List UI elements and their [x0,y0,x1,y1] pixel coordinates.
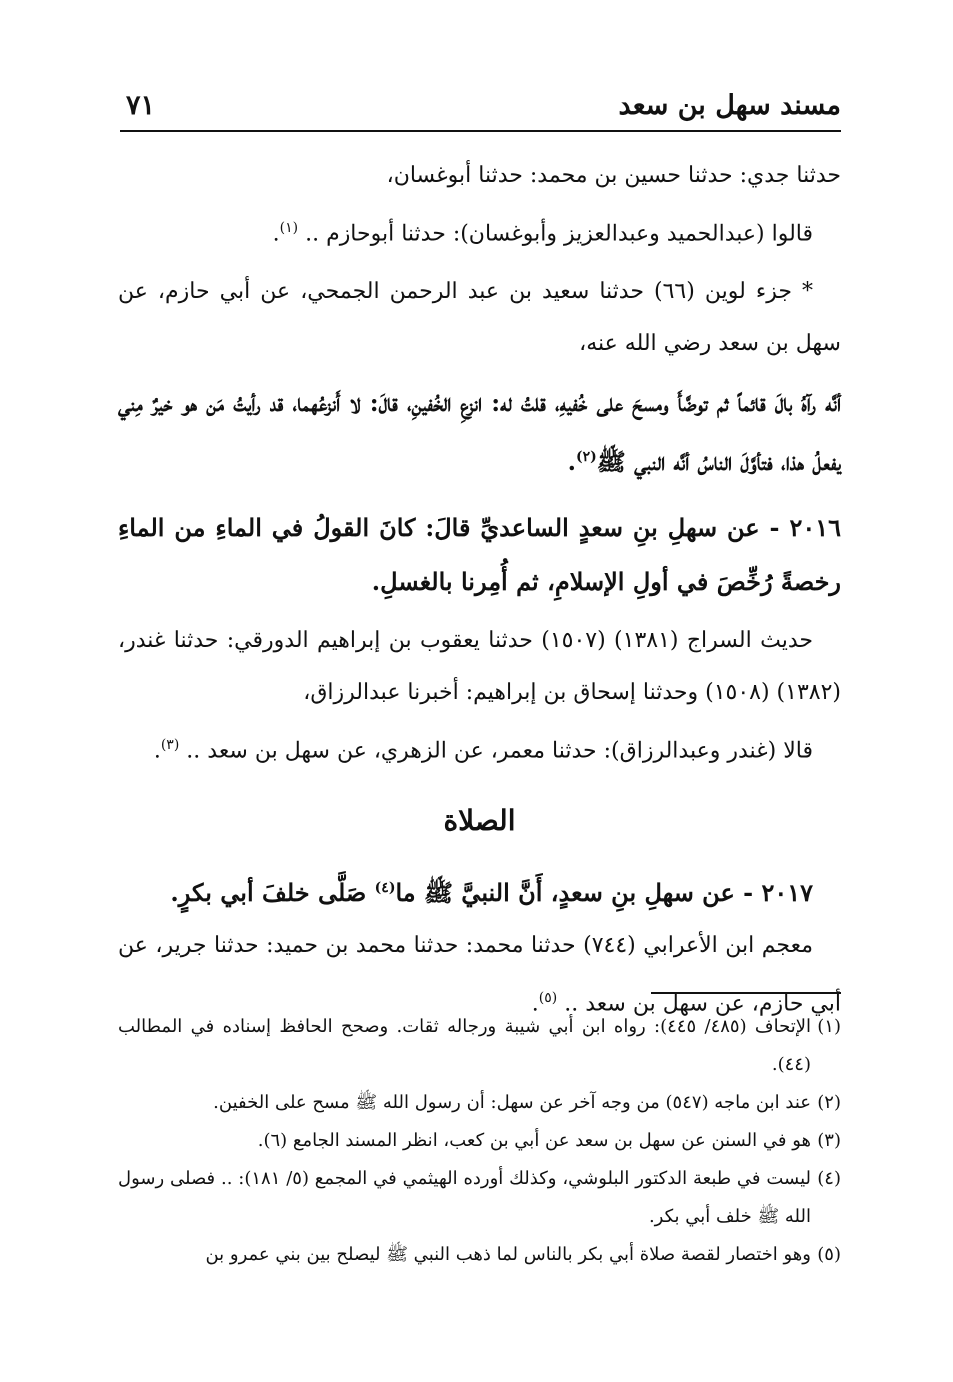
isnad-paragraph: معجم ابن الأعرابي (٧٤٤) حدثنا محمد: حدثنا محمد بن حميد: حدثنا جرير، عن أبي حازم، عن سهل بن سعد .. $^{(٥)}$. [118,932,841,1016]
footnote: (٤)ليست في طبعة الدكتور البلوشي، وكذلك أورده الهيثمي في المجمع (٥/ ١٨١): .. فصلى رسول الله ﷺ خلف أبي بكر. [118,1168,841,1227]
isnad-paragraph: حديث السراج (١٣٨١) (١٥٠٧) حدثنا يعقوب بن إبراهيم الدورقي: حدثنا غندر، (١٣٨٢) (١٥٠٨) وحدثنا إسحاق بن إبراهيم: أخبرنا عبدالرزاق، [118,628,841,706]
footnote-ref: (٥) [538,989,558,1006]
isnad-paragraph: حدثنا جدي: حدثنا حسين بن محمد: حدثنا أبوغسان، [386,163,841,188]
hadith-text: أنَّه رآهُ بالَ قائماً ثم توضَّأَ ومسحَ على خُفيهِ، قلتُ له: انزعِ الخُفينِ، قالَ: لا أَنزعُهما، قد رأيتُ مَن هو خيرٌ مِني يفعلُ هذا، فتأوَّلَ الناسُ أنَّه النبي ﷺ$^{(٢)}$. [118,388,841,477]
section-heading: الصلاة [443,803,516,837]
footnote-ref: (٣) [160,737,180,754]
hadith-text: ٢٠١٦ - عن سهلِ بنِ سعدٍ الساعديِّ قالَ: كانَ القولُ في الماءِ من الماءِ رخصةً رُخِّصَ في أولِ الإسلامِ، ثم أُمِرنا بالغسلِ. [118,513,841,597]
footnote-ref: (٢) [576,449,597,466]
footnote: (٥)وهو اختصار لقصة صلاة أبي بكر بالناس لما ذهب النبي ﷺ ليصلح بين بني عمرو بن [205,1244,841,1265]
footnote: (١)الإتحاف (٤٨٥/ ٤٤٥): رواه ابن أبي شيبة ورجاله ثقات. وصحح الحافظ إسناده في المطالب (٤٤). [118,1016,841,1075]
isnad-paragraph: قالا (غندر وعبدالرزاق): حدثنا معمر، عن الزهري، عن سهل بن سعد .. $^{(٣)}$. [153,737,813,764]
footnote-divider [651,992,841,994]
isnad-paragraph: * جزء لوين (٦٦) حدثنا سعيد بن عبد الرحمن الجمحي، عن أبي حازم، عن سهل بن سعد رضي الله عنه، [118,279,841,357]
footnote-ref: (١) [279,220,299,236]
page-header [120,88,841,132]
footnote: (٢)عند ابن ماجه (٥٤٧) من وجه آخر عن سهل: أن رسول الله ﷺ مسح على الخفين. [213,1092,841,1113]
footnote-ref: (٤) [374,879,396,896]
isnad-paragraph: قالوا (عبدالحميد وعبدالعزيز وأبوغسان): حدثنا أبوحازم .. $^{(١)}$. [272,220,813,247]
footnotes [118,1008,841,1274]
hadith-text: ٢٠١٧ - عن سهلِ بنِ سعدٍ، أَنَّ النبيَّ ﷺ ما$^{(٤)}$ صَلَّى خلفَ أبي بكرٍ. [170,877,813,907]
page-number: ٧١ [126,90,156,121]
running-title: مسند سهل بن سعد [618,90,841,121]
main-text [118,150,841,1030]
footnote: (٣)هو في السنن عن سهل بن سعد عن أبي بن كعب، انظر المسند الجامع (٦). [257,1130,841,1151]
